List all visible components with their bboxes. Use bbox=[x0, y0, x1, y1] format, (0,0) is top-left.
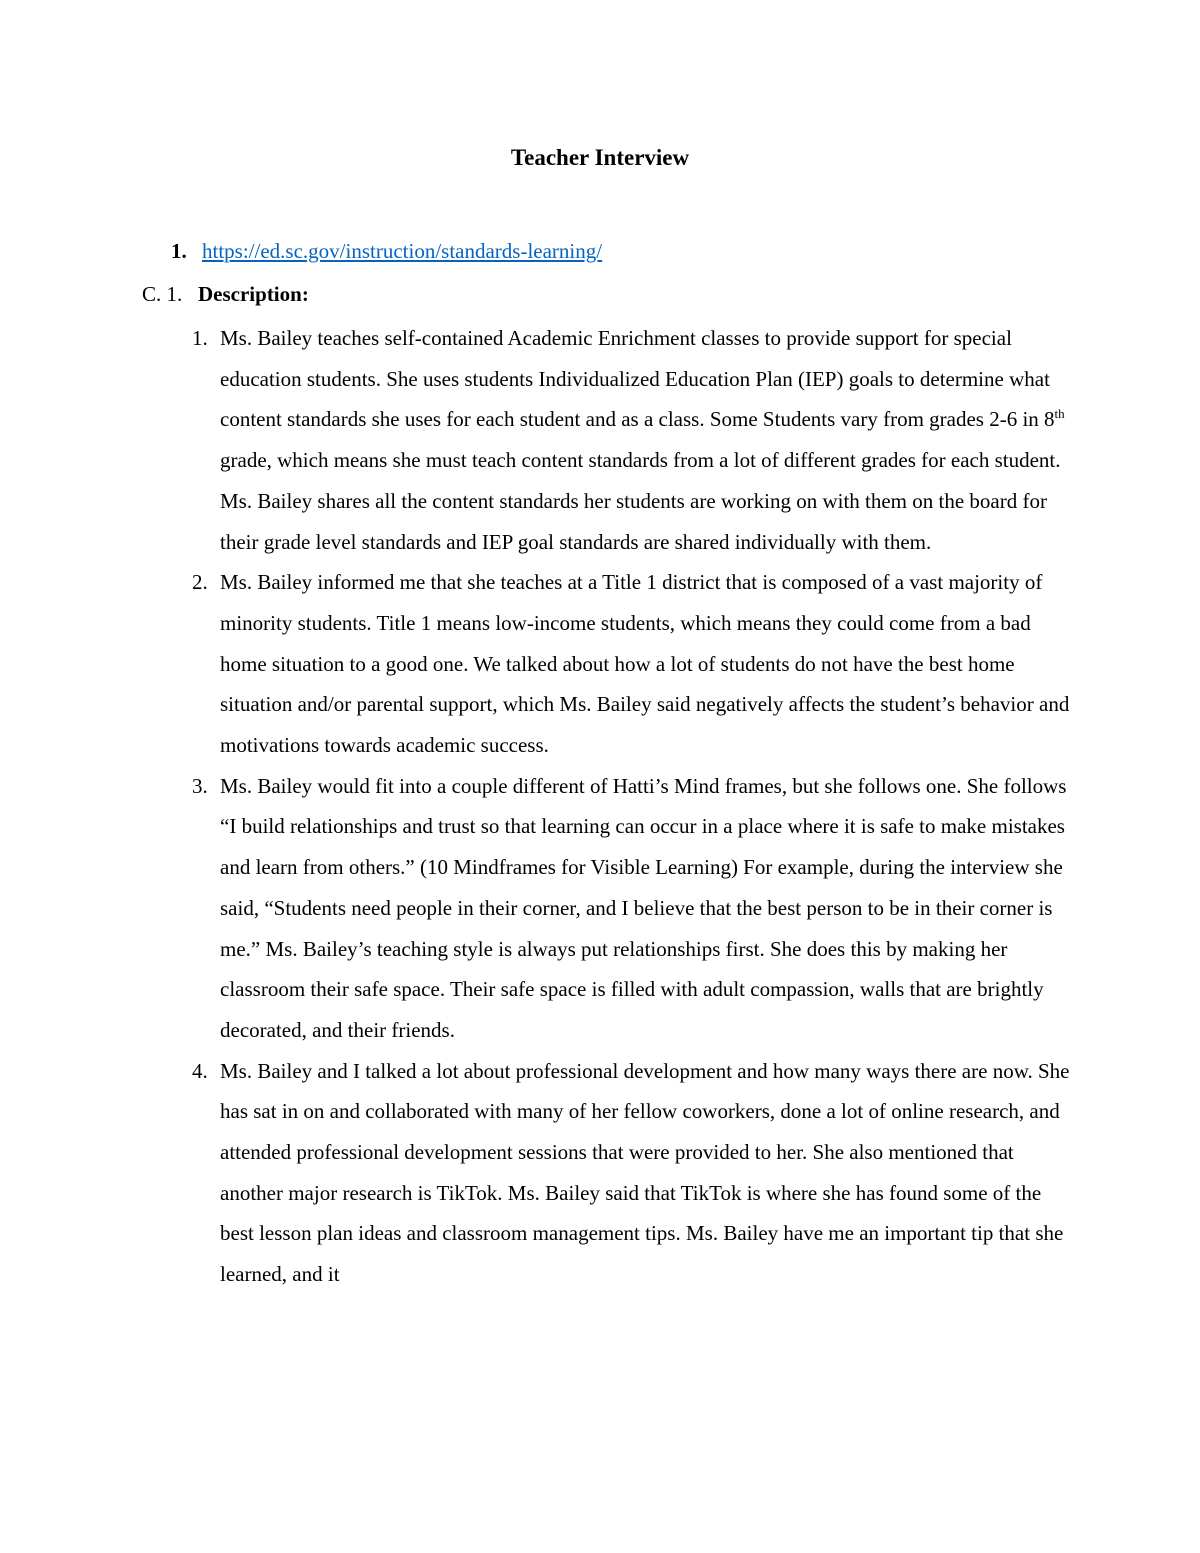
list-item-text: Ms. Bailey informed me that she teaches at a Title 1 district that is composed of a vast majority of minority students. Title 1 means low-income students, which means they could come from a bad home situation to a good one. We talked about how a lot of students do not have the best home situation and/or parental support, which Ms. Bailey said negatively affects the student’s behavior and motivations towards academic success. bbox=[220, 570, 1070, 758]
list-item-number: 3. bbox=[192, 773, 208, 798]
list-item bbox=[192, 562, 1070, 766]
document-title: Teacher Interview bbox=[510, 145, 690, 170]
list-item-number: 2. bbox=[192, 570, 208, 595]
section-heading-line bbox=[142, 279, 309, 309]
standards-link[interactable]: https://ed.sc.gov/instruction/standards-learning/ bbox=[202, 239, 603, 263]
list-item-number: 1. bbox=[192, 326, 208, 350]
section-heading: Description: bbox=[198, 282, 309, 306]
section-number: C. 1. bbox=[142, 282, 183, 306]
reference-link-line bbox=[171, 236, 602, 266]
list-item-text: Ms. Bailey and I talked a lot about professional development and how many ways there are now. She has sat in on and collaborated with many of her fellow coworkers, done a lot of online research, and attended professional development sessions that were provided to her. She also mentioned that another major research is TikTok. Ms. Bailey said that TikTok is where she has found some of the best lesson plan ideas and classroom management tips. Ms. Bailey have me an important tip that she learned, and it bbox=[220, 1058, 1070, 1287]
list-item-number: 4. bbox=[192, 1058, 208, 1083]
list-item-text: Ms. Bailey would fit into a couple different of Hatti’s Mind frames, but she follows one. She follows “I build relationships and trust so that learning can occur in a place where it is safe to make mistakes and learn from others.” (10 Mindframes for Visible Learning) For example, during the interview she said, “Students need people in their corner, and I believe that the best person to be in their corner is me.” Ms. Bailey’s teaching style is always put relationships first. She does this by making her classroom their safe space. Their safe space is filled with adult compassion, walls that are brightly decorated, and their friends. bbox=[220, 773, 1067, 1042]
list-item bbox=[192, 318, 1070, 562]
list-item bbox=[192, 766, 1070, 1051]
ordinal-superscript: th bbox=[1054, 406, 1065, 422]
reference-link-number: 1. bbox=[171, 239, 187, 263]
list-item bbox=[192, 1051, 1070, 1295]
list-item-text-part: grade, which means she must teach content standards from a lot of different grades for each student. Ms. Bailey shares all the content standards her students are working on with them on the board for their grade level standards and IEP goal standards are shared individually with them. bbox=[220, 448, 1061, 554]
list-item-text-part: Ms. Bailey teaches self-contained Academic Enrichment classes to provide support for special education students. She uses students Individualized Education Plan (IEP) goals to determine what content standards she uses for each student and as a class. Some Students vary from grades 2-6 in 8 bbox=[220, 326, 1055, 432]
description-list bbox=[192, 318, 1070, 1295]
